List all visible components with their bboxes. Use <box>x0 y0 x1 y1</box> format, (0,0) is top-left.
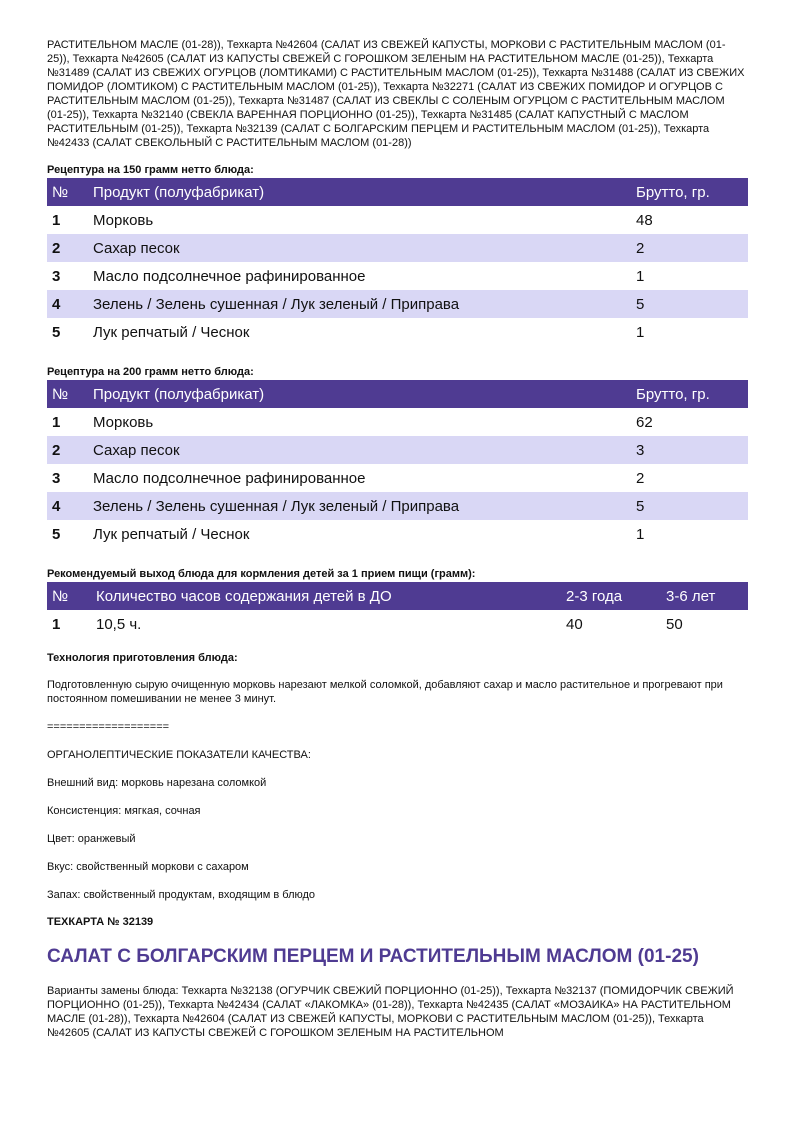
col-number-header: № <box>47 178 88 206</box>
quality-appearance: Внешний вид: морковь нарезана соломкой <box>47 777 267 789</box>
row-product: Масло подсолнечное рафинированное <box>93 267 366 285</box>
row-number: 3 <box>52 469 61 487</box>
row-gross: 5 <box>631 492 748 520</box>
table-row <box>47 520 748 548</box>
col-product-header: Продукт (полуфабрикат) <box>88 380 631 408</box>
row-gross: 1 <box>636 267 645 285</box>
row-gross: 48 <box>636 211 653 229</box>
next-card-number: ТЕХКАРТА № 32139 <box>47 916 154 928</box>
yield-heading: Рекомендуемый выход блюда для кормления детей за 1 прием пищи (грамм): <box>47 568 476 580</box>
col-age-3-6-header: 3-6 лет <box>661 582 748 610</box>
row-number: 1 <box>52 413 61 431</box>
row-number: 1 <box>52 615 61 633</box>
row-gross: 62 <box>636 413 653 431</box>
table-row <box>47 262 748 290</box>
substitution-list-text: РАСТИТЕЛЬНОМ МАСЛЕ (01-28)), Техкарта №42604 (САЛАТ ИЗ СВЕЖЕЙ КАПУСТЫ, МОРКОВИ С РАСТИТЕЛЬНЫМ МАСЛОМ (01-25)), Техкарта №42605 (САЛАТ ИЗ КАПУСТЫ СВЕЖЕЙ С ГОРОШКОМ ЗЕЛЕНЫМ НА РАСТИТЕЛЬНОМ МАСЛЕ (01-25)), Техкарта №31489 (САЛАТ ИЗ СВЕЖИХ ОГУРЦОВ (ЛОМТИКАМИ) С РАСТИТЕЛЬНЫМ МАСЛОМ (01-25)), Техкарта №31488 (САЛАТ ИЗ СВЕЖИХ ПОМИДОР (ЛОМТИКОМ) С РАСТИТЕЛЬНЫМ МАСЛОМ (01-25)), Техкарта №32271 (САЛАТ ИЗ СВЕЖИХ ПОМИДОР И ОГУРЦОВ С РАСТИТЕЛЬНЫМ МАСЛОМ (01-25)), Техкарта №31487 (САЛАТ ИЗ СВЕКЛЫ С СОЛЕНЫМ ОГУРЦОМ С РАСТИТЕЛЬНЫМ МАСЛОМ (01-25)), Техкарта №32140 (СВЕКЛА ВАРЕННАЯ ПОРЦИОННО (01-25)), Техкарта №31485 (САЛАТ КАПУСТНЫЙ С МАСЛОМ РАСТИТЕЛЬНЫМ (01-25)), Техкарта №32139 (САЛАТ С БОЛГАРСКИМ ПЕРЦЕМ И РАСТИТЕЛЬНЫМ МАСЛОМ (01-25)), Техкарта №42433 (САЛАТ СВЕКОЛЬНЫЙ С РАСТИТЕЛЬНЫМ МАСЛОМ (01-28)) <box>47 39 745 149</box>
table-header-row <box>47 178 748 206</box>
row-number: 4 <box>47 492 88 520</box>
next-card-title: САЛАТ С БОЛГАРСКИМ ПЕРЦЕМ И РАСТИТЕЛЬНЫМ МАСЛОМ (01-25) <box>47 946 699 967</box>
table-row <box>47 436 748 464</box>
row-product: Сахар песок <box>88 234 631 262</box>
col-number-header: № <box>47 380 88 408</box>
table-row <box>47 206 748 234</box>
table-row <box>47 318 748 346</box>
row-number: 4 <box>47 290 88 318</box>
row-product: Сахар песок <box>88 436 631 464</box>
row-product: Масло подсолнечное рафинированное <box>93 469 366 487</box>
next-card-variants: Варианты замены блюда: Техкарта №32138 (ОГУРЧИК СВЕЖИЙ ПОРЦИОННО (01-25)), Техкарта №32137 (ПОМИДОРЧИК СВЕЖИЙ ПОРЦИОННО (01-25)), Техкарта №42434 (САЛАТ «ЛАКОМКА» (01-28)), Техкарта №42435 (САЛАТ «МОЗАИКА» НА РАСТИТЕЛЬНОМ МАСЛЕ (01-28)), Техкарта №42604 (САЛАТ ИЗ СВЕЖЕЙ КАПУСТЫ, МОРКОВИ С РАСТИТЕЛЬНЫМ МАСЛОМ (01-25)), Техкарта №42605 (САЛАТ ИЗ КАПУСТЫ СВЕЖЕЙ С ГОРОШКОМ ЗЕЛЕНЫМ НА РАСТИТЕЛЬНОМ <box>47 985 734 1039</box>
yield-table <box>47 582 748 638</box>
document-page <box>47 38 747 1040</box>
row-gross: 3 <box>631 436 748 464</box>
col-gross-header: Брутто, гр. <box>631 380 748 408</box>
row-gross: 2 <box>631 234 748 262</box>
row-product: Зелень / Зелень сушенная / Лук зеленый / Приправа <box>88 492 631 520</box>
row-hours: 10,5 ч. <box>96 615 142 633</box>
table-row <box>47 408 748 436</box>
table-row <box>47 234 748 262</box>
table-row <box>47 492 748 520</box>
col-number-header: № <box>47 582 91 610</box>
row-number: 5 <box>52 323 61 341</box>
col-gross-header: Брутто, гр. <box>631 178 748 206</box>
row-product: Лук репчатый / Чеснок <box>93 323 250 341</box>
row-gross: 1 <box>636 323 645 341</box>
quality-consistency: Консистенция: мягкая, сочная <box>47 805 201 817</box>
quality-smell: Запах: свойственный продуктам, входящим в блюдо <box>47 889 316 901</box>
row-product: Зелень / Зелень сушенная / Лук зеленый / Приправа <box>88 290 631 318</box>
row-number: 5 <box>52 525 61 543</box>
table-row <box>47 464 748 492</box>
quality-color: Цвет: оранжевый <box>47 833 136 845</box>
row-number: 1 <box>52 211 61 229</box>
row-product: Морковь <box>93 413 154 431</box>
table-header-row <box>47 380 748 408</box>
row-number: 3 <box>52 267 61 285</box>
quality-title: ОРГАНОЛЕПТИЧЕСКИЕ ПОКАЗАТЕЛИ КАЧЕСТВА: <box>47 749 311 761</box>
technology-text: Подготовленную сырую очищенную морковь нарезают мелкой соломкой, добавляют сахар и масло растительное и прогревают при постоянном помешивании не менее 3 минут. <box>47 679 723 705</box>
row-number: 2 <box>47 436 88 464</box>
row-product: Лук репчатый / Чеснок <box>93 525 250 543</box>
row-age-3-6: 50 <box>666 615 683 633</box>
recipe-200-heading: Рецептура на 200 грамм нетто блюда: <box>47 366 254 378</box>
recipe-150-table <box>47 178 748 346</box>
table-header-row <box>47 582 748 610</box>
table-row <box>47 290 748 318</box>
row-product: Морковь <box>93 211 154 229</box>
table-row <box>47 610 748 638</box>
row-gross: 5 <box>631 290 748 318</box>
col-product-header: Продукт (полуфабрикат) <box>88 178 631 206</box>
recipe-200-table <box>47 380 748 548</box>
recipe-150-heading: Рецептура на 150 грамм нетто блюда: <box>47 164 254 176</box>
col-hours-header: Количество часов содержания детей в ДО <box>91 582 561 610</box>
row-gross: 1 <box>636 525 645 543</box>
row-age-2-3: 40 <box>566 615 583 633</box>
quality-taste: Вкус: свойственный моркови с сахаром <box>47 861 249 873</box>
technology-heading: Технология приготовления блюда: <box>47 652 238 664</box>
separator-line: =================== <box>47 721 170 733</box>
row-number: 2 <box>47 234 88 262</box>
col-age-2-3-header: 2-3 года <box>561 582 661 610</box>
row-gross: 2 <box>636 469 645 487</box>
